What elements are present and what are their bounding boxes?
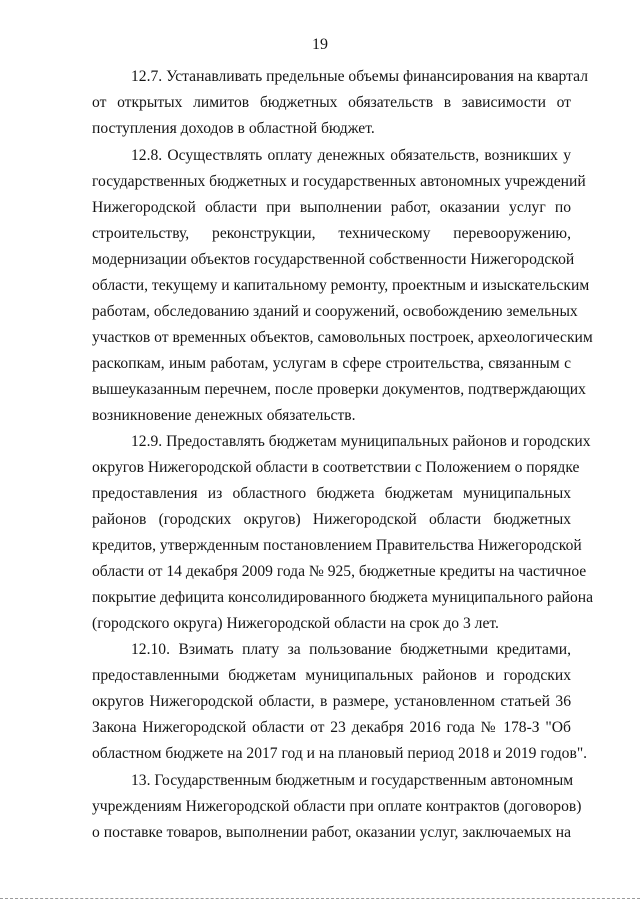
text-line: 12.10. Взимать плату за пользование бюджетными кредитами,	[131, 641, 571, 658]
text-line: 12.9. Предоставлять бюджетам муниципальных районов и городских	[131, 433, 591, 450]
text-line: (городского округа) Нижегородской области на срок до 3 лет.	[92, 615, 499, 632]
text-line: поступления доходов в областной бюджет.	[92, 120, 375, 137]
text-line: 12.7. Устанавливать предельные объемы финансирования на квартал	[131, 68, 588, 85]
page-number: 19	[312, 36, 328, 53]
text-line: кредитов, утвержденным постановлением Правительства Нижегородской	[92, 537, 582, 554]
text-line: строительству, реконструкции, техническому перевооружению,	[92, 225, 571, 242]
text-line: покрытие дефицита консолидированного бюджета муниципального района	[92, 589, 594, 606]
text-line: модернизации объектов государственной собственности Нижегородской	[92, 251, 575, 268]
text-line: Нижегородской области при выполнении работ, оказании услуг по	[92, 199, 571, 216]
text-line: областном бюджете на 2017 год и на плановый период 2018 и 2019 годов".	[92, 745, 588, 762]
text-line: области, текущему и капитальному ремонту, проектным и изыскательским	[92, 277, 590, 294]
text-line: раскопкам, иным работам, услугам в сфере строительства, связанным с	[92, 355, 571, 372]
text-line: округов Нижегородской области, в размере, установленном статьей 36	[92, 693, 571, 710]
text-line: возникновение денежных обязательств.	[92, 407, 356, 424]
text-line: участков от временных объектов, самовольных построек, археологическим	[92, 329, 593, 346]
text-line: 12.8. Осуществлять оплату денежных обязательств, возникших у	[131, 147, 571, 164]
text-line: округов Нижегородской области в соответствии с Положением о порядке	[92, 459, 580, 476]
text-line: области от 14 декабря 2009 года № 925, бюджетные кредиты на частичное	[92, 563, 587, 580]
text-line: работам, обследованию зданий и сооружений, освобождению земельных	[92, 303, 578, 320]
text-line: Закона Нижегородской области от 23 декабря 2016 года № 178-З "Об	[92, 719, 571, 736]
text-line: учреждениям Нижегородской области при оплате контрактов (договоров)	[92, 798, 582, 815]
text-line: вышеуказанным перечнем, после проверки документов, подтверждающих	[92, 381, 586, 398]
text-line: 13. Государственным бюджетным и государственным автономным	[131, 772, 574, 789]
text-line: о поставке товаров, выполнении работ, оказании услуг, заключаемых на	[92, 824, 571, 841]
text-line: предоставленными бюджетам муниципальных районов и городских	[92, 667, 571, 684]
text-line: государственных бюджетных и государственных автономных учреждений	[92, 173, 586, 190]
text-line: предоставления из областного бюджета бюджетам муниципальных	[92, 485, 571, 502]
text-line: от открытых лимитов бюджетных обязательств в зависимости от	[92, 94, 571, 111]
scan-edge-divider	[0, 898, 640, 899]
text-line: районов (городских округов) Нижегородской области бюджетных	[92, 511, 571, 528]
